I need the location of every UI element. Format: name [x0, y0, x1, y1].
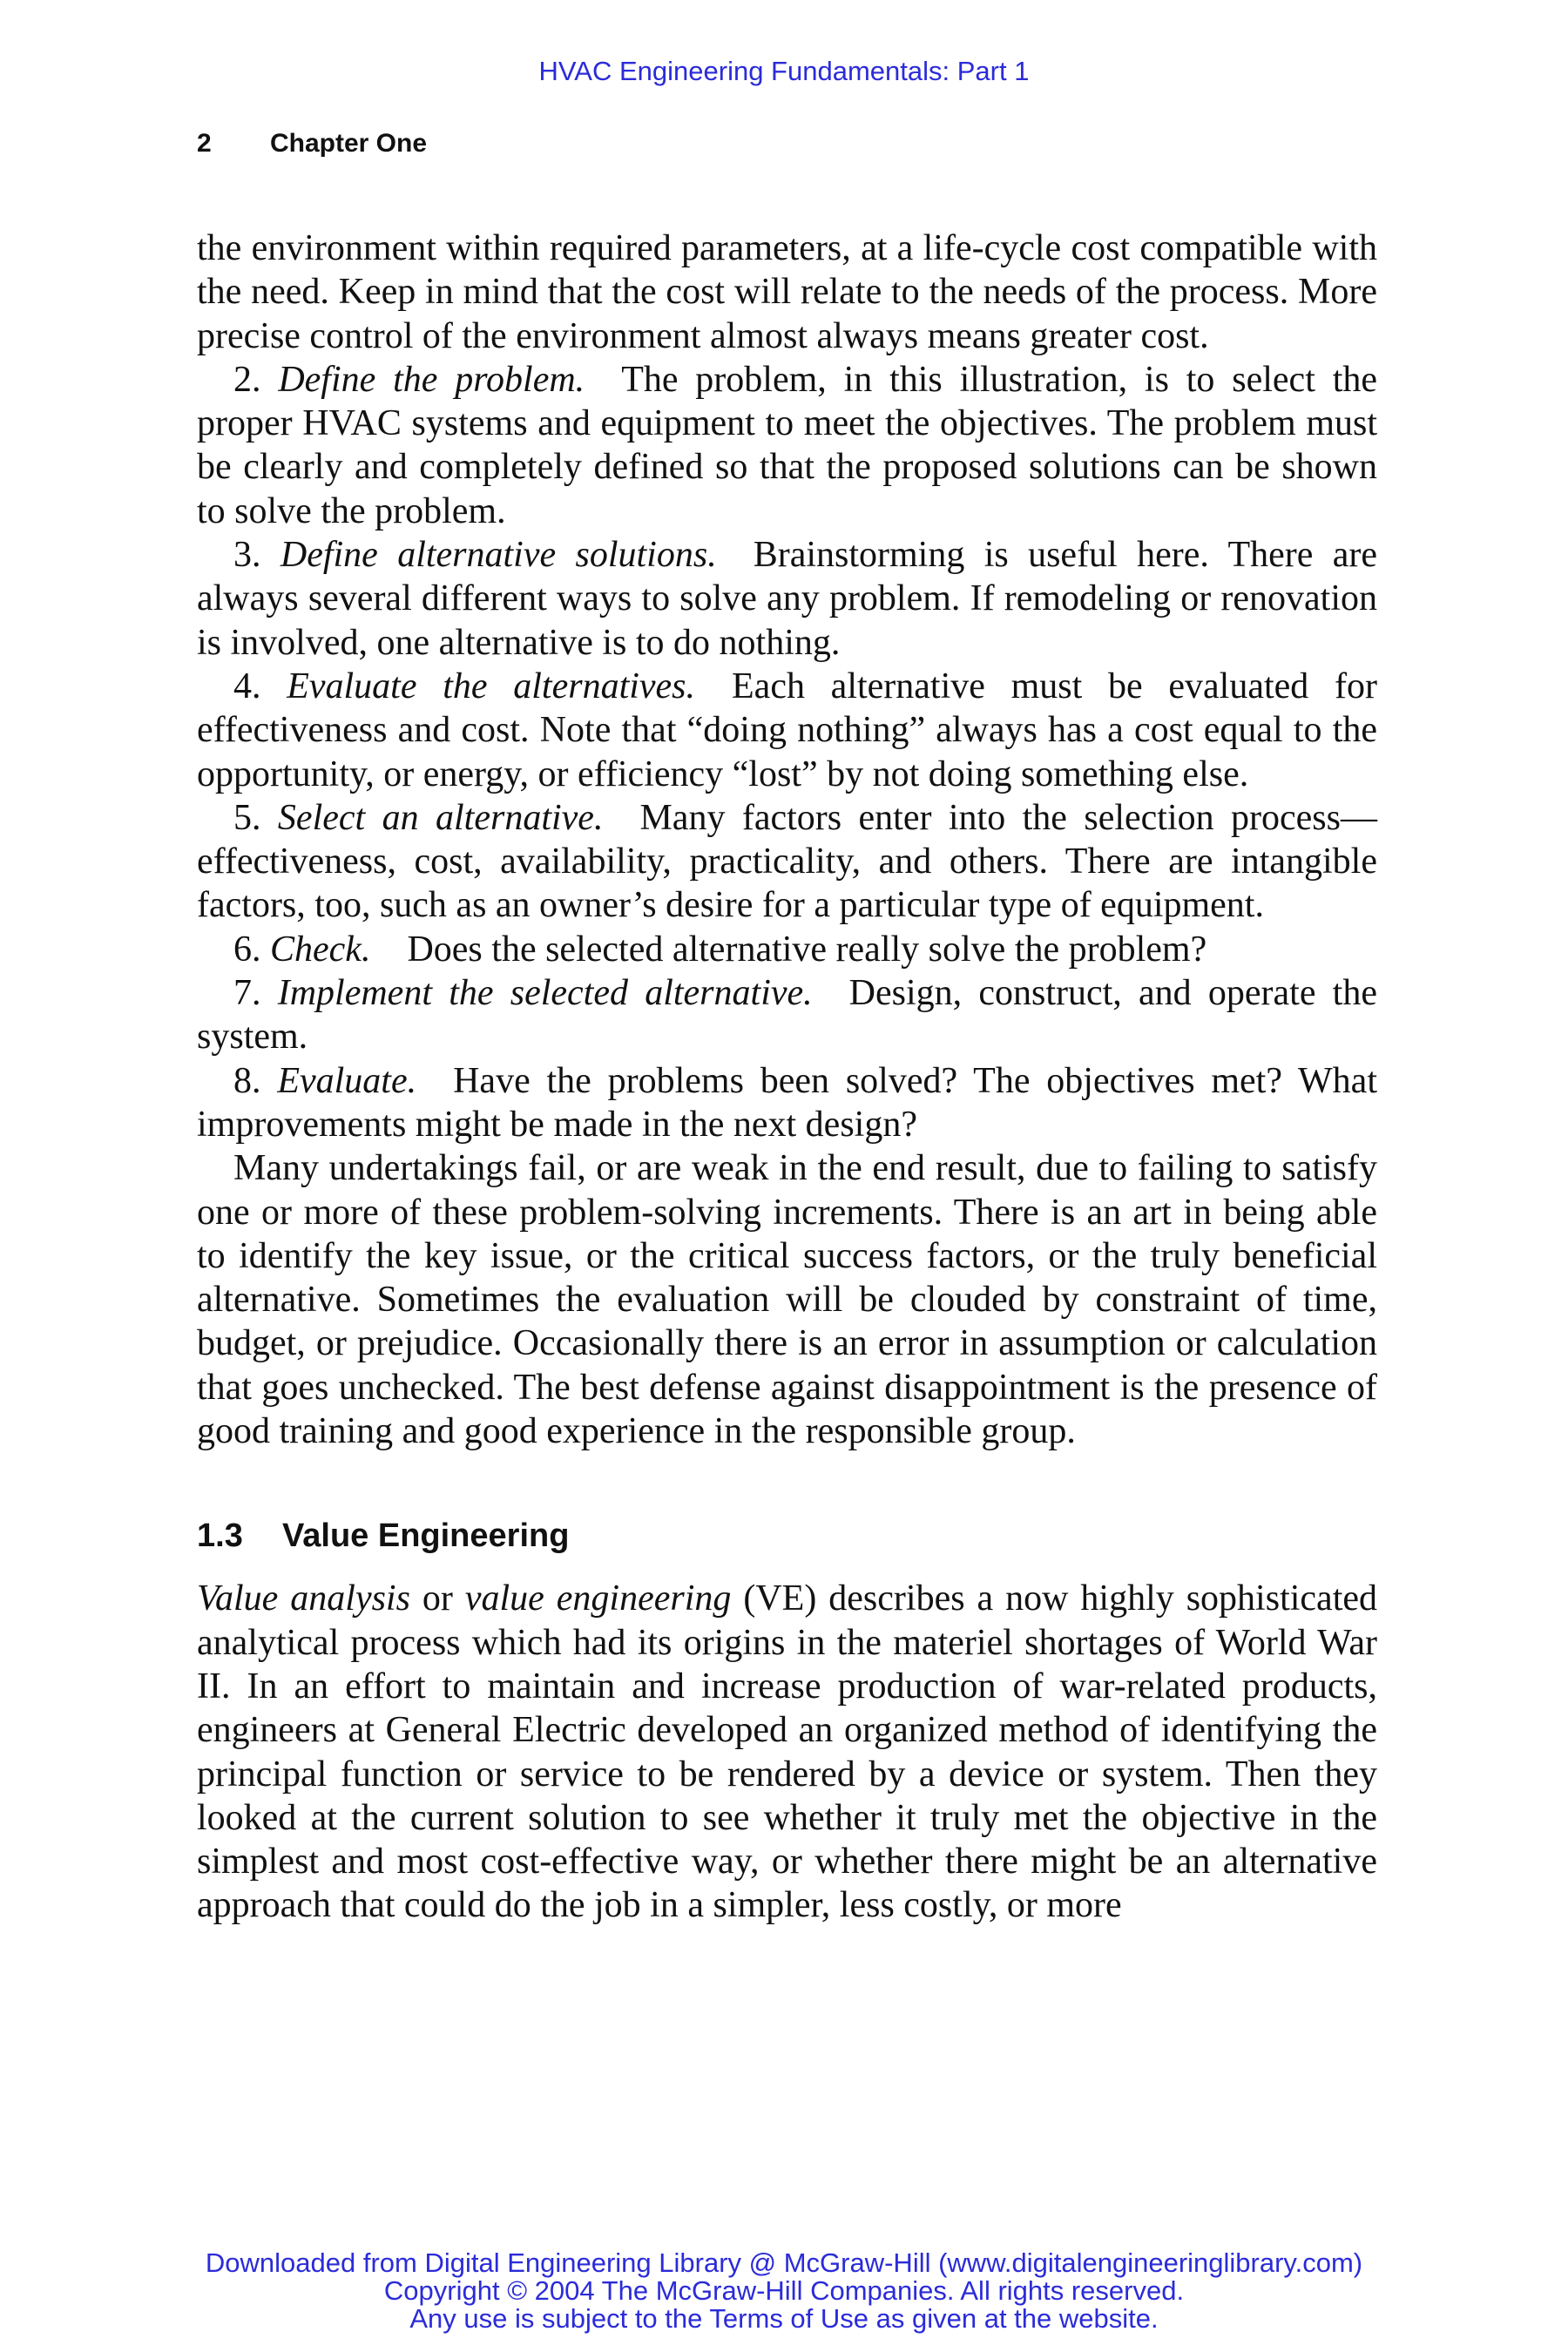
list-item-define-alternatives: [197, 533, 1377, 665]
list-term: Define the problem.: [278, 359, 585, 400]
list-term: Define alternative solutions.: [280, 535, 717, 576]
list-term: Implement the selected alternative.: [277, 973, 813, 1014]
list-item-check: [197, 928, 1377, 971]
list-text: Brainstorming is useful here. There are always several different ways to solve any problem. If remodeling or renovation is involved, one alternative is to do nothing.: [197, 535, 1378, 663]
section-number: 1.3: [197, 1517, 243, 1555]
list-number: 3.: [233, 535, 280, 576]
list-text: Each alternative must be evaluated for effectiveness and cost. Note that “doing nothing” always has a cost equal to the opportunity, or energy, or efficiency “lost” by not doing something else.: [197, 666, 1377, 794]
list-item-implement: [197, 971, 1377, 1059]
term-value-engineering: value engineering: [464, 1578, 732, 1619]
body-text: [197, 226, 1377, 1928]
list-number: 2.: [233, 359, 279, 400]
page-number: 2: [197, 129, 212, 158]
list-number: 6.: [233, 929, 270, 970]
list-item-define-problem: [197, 358, 1377, 533]
footer-download-link[interactable]: Downloaded from Digital Engineering Library @ McGraw-Hill (www.digitalengineeringlibrary.com): [205, 2247, 1363, 2278]
paragraph-summary: Many undertakings fail, or are weak in the end result, due to failing to satisfy one or more of these problem-solving increments. There is an art in being able to identify the key issue, or the critical success factors, or the truly beneficial alternative. Sometimes the evaluation will be clouded by constraint of time, budget, or prejudice. Occasionally there is an error in assumption or calculation that goes unchecked. The best defense against disappointment is the presence of good training and good experience in the responsible group.: [197, 1148, 1377, 1452]
term-value-analysis: Value analysis: [197, 1578, 410, 1619]
list-number: 8.: [233, 1060, 278, 1101]
list-text: Design, construct, and operate the system.: [197, 973, 1377, 1058]
section-title: Value Engineering: [282, 1517, 570, 1555]
section-body-text: (VE) describes a now highly sophisticated analytical process which had its origins in the materiel shortages of World War II. In an effort to maintain and increase production of war-related products, engineers at General Electric developed an organized method of identifying the principal function or service to be rendered by a device or system. Then they looked at the current solution to see whether it truly met the objective in the simplest and most cost-effective way, or whether there might be an alternative approach that could do the job in a simpler, less costly, or more: [197, 1578, 1378, 1926]
footer: [0, 2249, 1568, 2333]
list-text: The problem, in this illustration, is to select the proper HVAC systems and equipment to meet the objectives. The problem must be clearly and completely defined so that the proposed solutions can be shown to solve the problem.: [197, 359, 1378, 531]
footer-copyright: Copyright © 2004 The McGraw-Hill Companies. All rights reserved.: [383, 2275, 1185, 2306]
list-term: Check.: [270, 929, 371, 970]
list-term: Select an alternative.: [277, 797, 604, 838]
chapter-title: Chapter One: [270, 129, 428, 158]
list-item-evaluate: [197, 1059, 1377, 1147]
list-term: Evaluate the alternatives.: [287, 666, 696, 706]
list-text: Does the selected alternative really solve the problem?: [370, 929, 1207, 970]
list-item-select-alternative: [197, 796, 1377, 928]
section-heading: [197, 1514, 1377, 1558]
list-term: Evaluate.: [277, 1060, 417, 1101]
list-number: 5.: [233, 797, 278, 838]
connector-text: or: [409, 1578, 465, 1619]
running-head: [197, 131, 427, 157]
list-item-evaluate-alternatives: [197, 665, 1377, 796]
paragraph-value-engineering: [197, 1577, 1377, 1927]
list-text: Many factors enter into the selection process—effectiveness, cost, availability, practicality, and others. There are intangible factors, too, such as an owner’s desire for a particular type of equipment.: [197, 797, 1377, 926]
list-number: 7.: [233, 973, 278, 1014]
header-link[interactable]: HVAC Engineering Fundamentals: Part 1: [538, 56, 1030, 86]
list-text: Have the problems been solved? The objectives met? What improvements might be made in the next design?: [197, 1060, 1377, 1145]
footer-terms[interactable]: Any use is subject to the Terms of Use as given at the website.: [409, 2303, 1159, 2334]
list-number: 4.: [233, 666, 287, 706]
paragraph-continuation: the environment within required parameters, at a life-cycle cost compatible with the need. Keep in mind that the cost will relate to the needs of the process. More precise control of the environment almost always means greater cost.: [197, 228, 1377, 356]
